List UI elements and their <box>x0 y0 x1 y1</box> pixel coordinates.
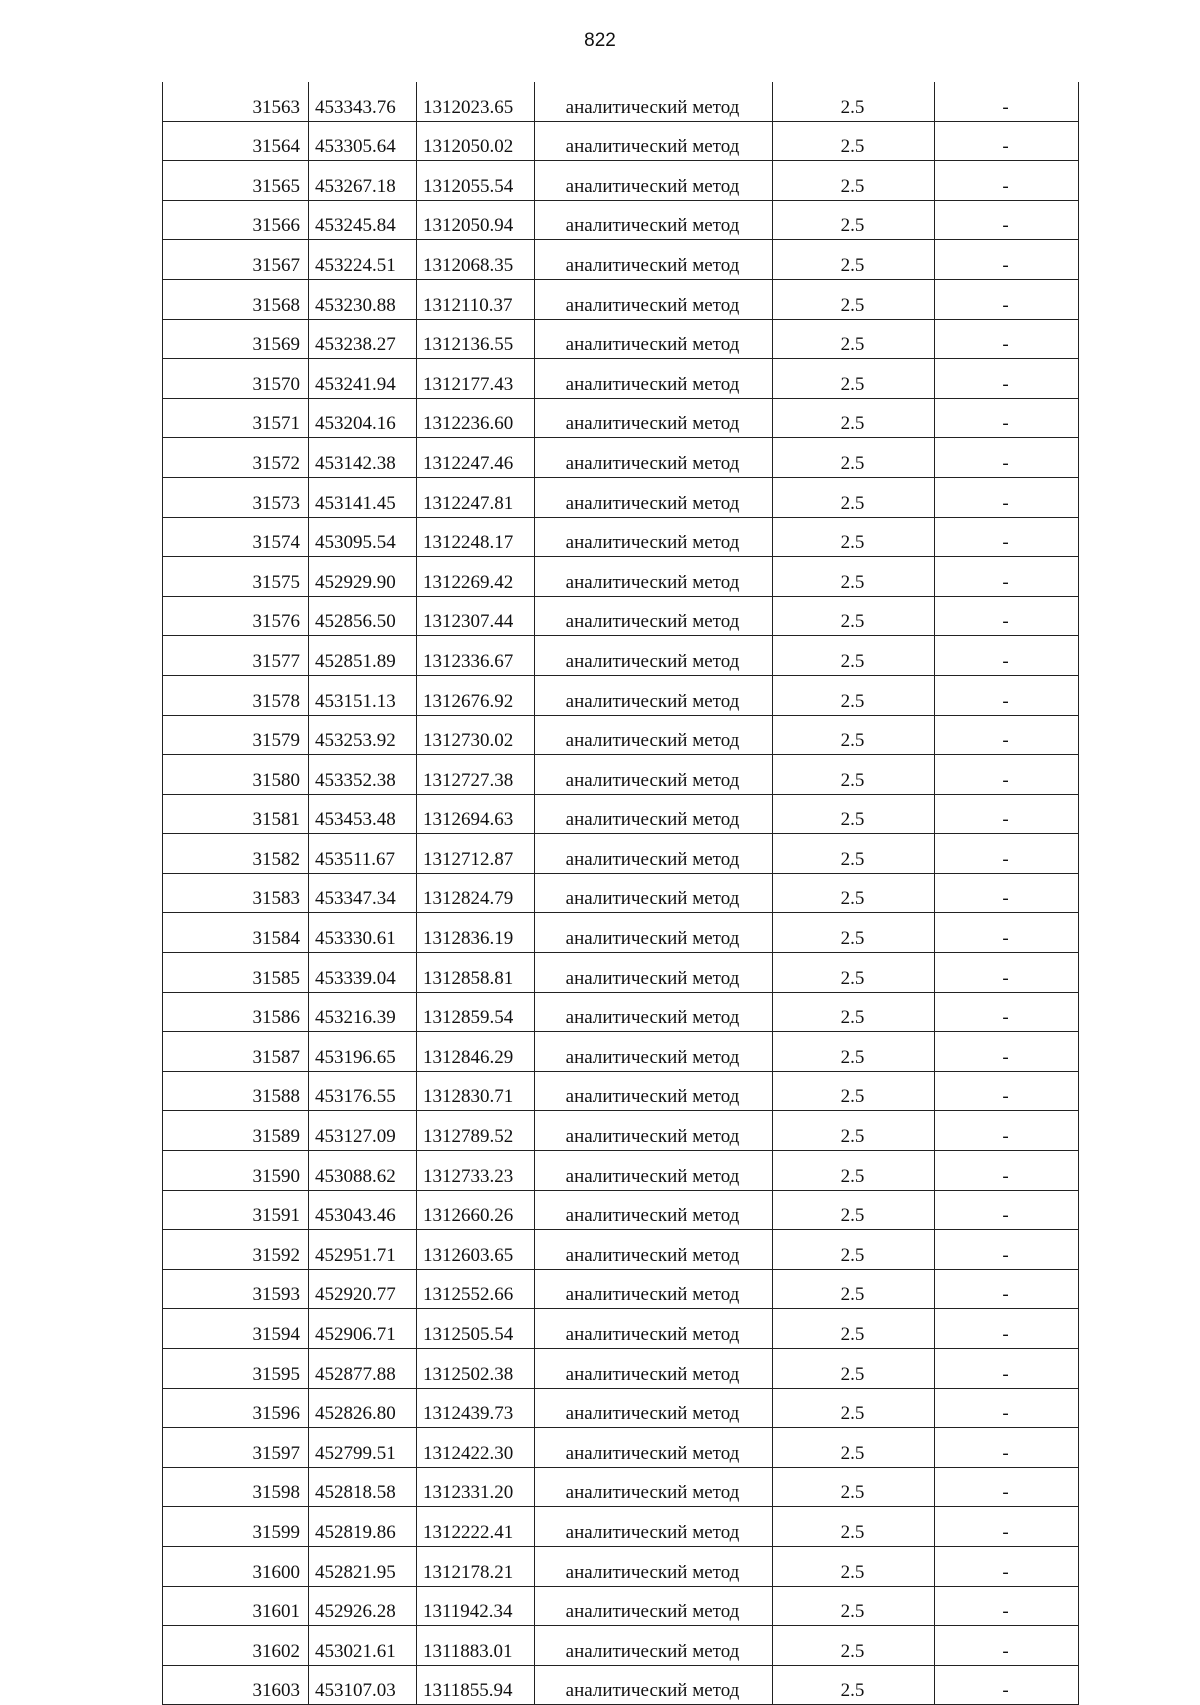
x-coordinate-cell: 452826.80 <box>309 1388 417 1428</box>
accuracy-cell: 2.5 <box>773 200 935 240</box>
coordinates-table-body <box>163 82 1079 1705</box>
accuracy-cell: 2.5 <box>773 1665 935 1705</box>
x-coordinate-cell: 453142.38 <box>309 438 417 478</box>
accuracy-cell: 2.5 <box>773 557 935 597</box>
accuracy-cell: 2.5 <box>773 161 935 201</box>
note-cell: - <box>935 121 1079 161</box>
point-number-cell: 31585 <box>163 953 309 993</box>
point-number-cell: 31599 <box>163 1507 309 1547</box>
note-cell: - <box>935 240 1079 280</box>
y-coordinate-cell: 1312110.37 <box>417 279 535 319</box>
point-number-cell: 31563 <box>163 82 309 121</box>
x-coordinate-cell: 453107.03 <box>309 1665 417 1705</box>
method-cell: аналитический метод <box>535 398 773 438</box>
y-coordinate-cell: 1312603.65 <box>417 1230 535 1270</box>
y-coordinate-cell: 1312552.66 <box>417 1269 535 1309</box>
table-row <box>163 992 1079 1032</box>
accuracy-cell: 2.5 <box>773 82 935 121</box>
method-cell: аналитический метод <box>535 1032 773 1072</box>
y-coordinate-cell: 1312023.65 <box>417 82 535 121</box>
y-coordinate-cell: 1312824.79 <box>417 873 535 913</box>
table-row <box>163 517 1079 557</box>
table-row <box>163 398 1079 438</box>
note-cell: - <box>935 1111 1079 1151</box>
point-number-cell: 31586 <box>163 992 309 1032</box>
method-cell: аналитический метод <box>535 913 773 953</box>
note-cell: - <box>935 1546 1079 1586</box>
x-coordinate-cell: 453453.48 <box>309 794 417 834</box>
x-coordinate-cell: 453043.46 <box>309 1190 417 1230</box>
accuracy-cell: 2.5 <box>773 873 935 913</box>
x-coordinate-cell: 452818.58 <box>309 1467 417 1507</box>
note-cell: - <box>935 200 1079 240</box>
accuracy-cell: 2.5 <box>773 992 935 1032</box>
y-coordinate-cell: 1312789.52 <box>417 1111 535 1151</box>
table-row <box>163 121 1079 161</box>
table-row <box>163 1665 1079 1705</box>
accuracy-cell: 2.5 <box>773 477 935 517</box>
x-coordinate-cell: 453176.55 <box>309 1071 417 1111</box>
method-cell: аналитический метод <box>535 1071 773 1111</box>
x-coordinate-cell: 453343.76 <box>309 82 417 121</box>
x-coordinate-cell: 453151.13 <box>309 675 417 715</box>
table-row <box>163 1190 1079 1230</box>
x-coordinate-cell: 452906.71 <box>309 1309 417 1349</box>
table-row <box>163 477 1079 517</box>
accuracy-cell: 2.5 <box>773 834 935 874</box>
method-cell: аналитический метод <box>535 82 773 121</box>
accuracy-cell: 2.5 <box>773 359 935 399</box>
accuracy-cell: 2.5 <box>773 319 935 359</box>
method-cell: аналитический метод <box>535 1507 773 1547</box>
note-cell: - <box>935 834 1079 874</box>
method-cell: аналитический метод <box>535 636 773 676</box>
accuracy-cell: 2.5 <box>773 1269 935 1309</box>
y-coordinate-cell: 1311883.01 <box>417 1626 535 1666</box>
accuracy-cell: 2.5 <box>773 1151 935 1191</box>
method-cell: аналитический метод <box>535 1151 773 1191</box>
y-coordinate-cell: 1312660.26 <box>417 1190 535 1230</box>
x-coordinate-cell: 453021.61 <box>309 1626 417 1666</box>
accuracy-cell: 2.5 <box>773 1111 935 1151</box>
table-row <box>163 913 1079 953</box>
y-coordinate-cell: 1312247.46 <box>417 438 535 478</box>
x-coordinate-cell: 452929.90 <box>309 557 417 597</box>
method-cell: аналитический метод <box>535 953 773 993</box>
note-cell: - <box>935 161 1079 201</box>
point-number-cell: 31592 <box>163 1230 309 1270</box>
page-number: 822 <box>584 30 616 51</box>
x-coordinate-cell: 452920.77 <box>309 1269 417 1309</box>
method-cell: аналитический метод <box>535 438 773 478</box>
x-coordinate-cell: 453339.04 <box>309 953 417 993</box>
y-coordinate-cell: 1312727.38 <box>417 755 535 795</box>
point-number-cell: 31597 <box>163 1428 309 1468</box>
point-number-cell: 31582 <box>163 834 309 874</box>
note-cell: - <box>935 1190 1079 1230</box>
point-number-cell: 31591 <box>163 1190 309 1230</box>
table-row <box>163 715 1079 755</box>
method-cell: аналитический метод <box>535 161 773 201</box>
point-number-cell: 31578 <box>163 675 309 715</box>
point-number-cell: 31587 <box>163 1032 309 1072</box>
table-row <box>163 279 1079 319</box>
table-row <box>163 1586 1079 1626</box>
point-number-cell: 31594 <box>163 1309 309 1349</box>
point-number-cell: 31589 <box>163 1111 309 1151</box>
x-coordinate-cell: 452821.95 <box>309 1546 417 1586</box>
point-number-cell: 31603 <box>163 1665 309 1705</box>
y-coordinate-cell: 1311942.34 <box>417 1586 535 1626</box>
note-cell: - <box>935 1586 1079 1626</box>
note-cell: - <box>935 1230 1079 1270</box>
method-cell: аналитический метод <box>535 873 773 913</box>
point-number-cell: 31573 <box>163 477 309 517</box>
x-coordinate-cell: 453347.34 <box>309 873 417 913</box>
y-coordinate-cell: 1312846.29 <box>417 1032 535 1072</box>
note-cell: - <box>935 596 1079 636</box>
note-cell: - <box>935 794 1079 834</box>
accuracy-cell: 2.5 <box>773 1349 935 1389</box>
note-cell: - <box>935 1269 1079 1309</box>
accuracy-cell: 2.5 <box>773 240 935 280</box>
note-cell: - <box>935 359 1079 399</box>
note-cell: - <box>935 1071 1079 1111</box>
y-coordinate-cell: 1312730.02 <box>417 715 535 755</box>
y-coordinate-cell: 1312858.81 <box>417 953 535 993</box>
accuracy-cell: 2.5 <box>773 1507 935 1547</box>
y-coordinate-cell: 1312836.19 <box>417 913 535 953</box>
y-coordinate-cell: 1312068.35 <box>417 240 535 280</box>
point-number-cell: 31570 <box>163 359 309 399</box>
method-cell: аналитический метод <box>535 517 773 557</box>
point-number-cell: 31566 <box>163 200 309 240</box>
table-row <box>163 1032 1079 1072</box>
table-row <box>163 636 1079 676</box>
method-cell: аналитический метод <box>535 1586 773 1626</box>
table-row <box>163 1546 1079 1586</box>
accuracy-cell: 2.5 <box>773 675 935 715</box>
method-cell: аналитический метод <box>535 1626 773 1666</box>
note-cell: - <box>935 477 1079 517</box>
y-coordinate-cell: 1312177.43 <box>417 359 535 399</box>
table-row <box>163 596 1079 636</box>
x-coordinate-cell: 453088.62 <box>309 1151 417 1191</box>
note-cell: - <box>935 517 1079 557</box>
y-coordinate-cell: 1311855.94 <box>417 1665 535 1705</box>
point-number-cell: 31598 <box>163 1467 309 1507</box>
point-number-cell: 31602 <box>163 1626 309 1666</box>
method-cell: аналитический метод <box>535 319 773 359</box>
x-coordinate-cell: 452951.71 <box>309 1230 417 1270</box>
note-cell: - <box>935 398 1079 438</box>
accuracy-cell: 2.5 <box>773 1428 935 1468</box>
accuracy-cell: 2.5 <box>773 438 935 478</box>
y-coordinate-cell: 1312055.54 <box>417 161 535 201</box>
method-cell: аналитический метод <box>535 1230 773 1270</box>
table-row <box>163 1269 1079 1309</box>
table-row <box>163 1230 1079 1270</box>
accuracy-cell: 2.5 <box>773 1546 935 1586</box>
accuracy-cell: 2.5 <box>773 1032 935 1072</box>
method-cell: аналитический метод <box>535 1388 773 1428</box>
accuracy-cell: 2.5 <box>773 1626 935 1666</box>
note-cell: - <box>935 992 1079 1032</box>
table-row <box>163 1467 1079 1507</box>
x-coordinate-cell: 453241.94 <box>309 359 417 399</box>
x-coordinate-cell: 453224.51 <box>309 240 417 280</box>
table-row <box>163 873 1079 913</box>
x-coordinate-cell: 453267.18 <box>309 161 417 201</box>
table-row <box>163 438 1079 478</box>
method-cell: аналитический метод <box>535 477 773 517</box>
point-number-cell: 31580 <box>163 755 309 795</box>
point-number-cell: 31581 <box>163 794 309 834</box>
y-coordinate-cell: 1312331.20 <box>417 1467 535 1507</box>
note-cell: - <box>935 1428 1079 1468</box>
method-cell: аналитический метод <box>535 359 773 399</box>
coordinates-table <box>162 82 1079 1705</box>
method-cell: аналитический метод <box>535 675 773 715</box>
point-number-cell: 31574 <box>163 517 309 557</box>
x-coordinate-cell: 452926.28 <box>309 1586 417 1626</box>
note-cell: - <box>935 82 1079 121</box>
x-coordinate-cell: 453305.64 <box>309 121 417 161</box>
x-coordinate-cell: 453238.27 <box>309 319 417 359</box>
point-number-cell: 31584 <box>163 913 309 953</box>
note-cell: - <box>935 1151 1079 1191</box>
method-cell: аналитический метод <box>535 1269 773 1309</box>
table-row <box>163 834 1079 874</box>
table-row <box>163 794 1079 834</box>
point-number-cell: 31577 <box>163 636 309 676</box>
y-coordinate-cell: 1312248.17 <box>417 517 535 557</box>
table-row <box>163 1349 1079 1389</box>
x-coordinate-cell: 453204.16 <box>309 398 417 438</box>
method-cell: аналитический метод <box>535 992 773 1032</box>
point-number-cell: 31576 <box>163 596 309 636</box>
x-coordinate-cell: 452851.89 <box>309 636 417 676</box>
method-cell: аналитический метод <box>535 834 773 874</box>
accuracy-cell: 2.5 <box>773 596 935 636</box>
table-row <box>163 1071 1079 1111</box>
method-cell: аналитический метод <box>535 1428 773 1468</box>
y-coordinate-cell: 1312236.60 <box>417 398 535 438</box>
x-coordinate-cell: 452799.51 <box>309 1428 417 1468</box>
method-cell: аналитический метод <box>535 1665 773 1705</box>
note-cell: - <box>935 953 1079 993</box>
note-cell: - <box>935 873 1079 913</box>
point-number-cell: 31572 <box>163 438 309 478</box>
table-row <box>163 82 1079 121</box>
x-coordinate-cell: 452819.86 <box>309 1507 417 1547</box>
method-cell: аналитический метод <box>535 240 773 280</box>
accuracy-cell: 2.5 <box>773 1309 935 1349</box>
accuracy-cell: 2.5 <box>773 121 935 161</box>
note-cell: - <box>935 1032 1079 1072</box>
point-number-cell: 31600 <box>163 1546 309 1586</box>
note-cell: - <box>935 438 1079 478</box>
table-row <box>163 1626 1079 1666</box>
method-cell: аналитический метод <box>535 715 773 755</box>
y-coordinate-cell: 1312307.44 <box>417 596 535 636</box>
accuracy-cell: 2.5 <box>773 1230 935 1270</box>
y-coordinate-cell: 1312439.73 <box>417 1388 535 1428</box>
y-coordinate-cell: 1312859.54 <box>417 992 535 1032</box>
note-cell: - <box>935 1349 1079 1389</box>
point-number-cell: 31567 <box>163 240 309 280</box>
point-number-cell: 31575 <box>163 557 309 597</box>
method-cell: аналитический метод <box>535 200 773 240</box>
y-coordinate-cell: 1312247.81 <box>417 477 535 517</box>
note-cell: - <box>935 1665 1079 1705</box>
accuracy-cell: 2.5 <box>773 1586 935 1626</box>
table-row <box>163 1388 1079 1428</box>
point-number-cell: 31595 <box>163 1349 309 1389</box>
y-coordinate-cell: 1312502.38 <box>417 1349 535 1389</box>
note-cell: - <box>935 675 1079 715</box>
table-row <box>163 319 1079 359</box>
point-number-cell: 31579 <box>163 715 309 755</box>
method-cell: аналитический метод <box>535 596 773 636</box>
point-number-cell: 31564 <box>163 121 309 161</box>
table-row <box>163 1507 1079 1547</box>
accuracy-cell: 2.5 <box>773 279 935 319</box>
method-cell: аналитический метод <box>535 557 773 597</box>
method-cell: аналитический метод <box>535 1309 773 1349</box>
point-number-cell: 31583 <box>163 873 309 913</box>
x-coordinate-cell: 453095.54 <box>309 517 417 557</box>
accuracy-cell: 2.5 <box>773 1071 935 1111</box>
y-coordinate-cell: 1312712.87 <box>417 834 535 874</box>
y-coordinate-cell: 1312336.67 <box>417 636 535 676</box>
note-cell: - <box>935 715 1079 755</box>
y-coordinate-cell: 1312178.21 <box>417 1546 535 1586</box>
point-number-cell: 31590 <box>163 1151 309 1191</box>
y-coordinate-cell: 1312269.42 <box>417 557 535 597</box>
accuracy-cell: 2.5 <box>773 517 935 557</box>
point-number-cell: 31565 <box>163 161 309 201</box>
x-coordinate-cell: 453127.09 <box>309 1111 417 1151</box>
table-row <box>163 161 1079 201</box>
note-cell: - <box>935 913 1079 953</box>
point-number-cell: 31571 <box>163 398 309 438</box>
accuracy-cell: 2.5 <box>773 398 935 438</box>
x-coordinate-cell: 453230.88 <box>309 279 417 319</box>
table-row <box>163 1151 1079 1191</box>
y-coordinate-cell: 1312694.63 <box>417 794 535 834</box>
y-coordinate-cell: 1312676.92 <box>417 675 535 715</box>
method-cell: аналитический метод <box>535 121 773 161</box>
point-number-cell: 31593 <box>163 1269 309 1309</box>
y-coordinate-cell: 1312830.71 <box>417 1071 535 1111</box>
x-coordinate-cell: 452856.50 <box>309 596 417 636</box>
x-coordinate-cell: 452877.88 <box>309 1349 417 1389</box>
y-coordinate-cell: 1312733.23 <box>417 1151 535 1191</box>
accuracy-cell: 2.5 <box>773 755 935 795</box>
accuracy-cell: 2.5 <box>773 913 935 953</box>
table-row <box>163 557 1079 597</box>
y-coordinate-cell: 1312050.02 <box>417 121 535 161</box>
y-coordinate-cell: 1312050.94 <box>417 200 535 240</box>
table-row <box>163 240 1079 280</box>
x-coordinate-cell: 453330.61 <box>309 913 417 953</box>
accuracy-cell: 2.5 <box>773 1190 935 1230</box>
accuracy-cell: 2.5 <box>773 1388 935 1428</box>
note-cell: - <box>935 1467 1079 1507</box>
method-cell: аналитический метод <box>535 279 773 319</box>
note-cell: - <box>935 319 1079 359</box>
y-coordinate-cell: 1312422.30 <box>417 1428 535 1468</box>
point-number-cell: 31588 <box>163 1071 309 1111</box>
note-cell: - <box>935 1388 1079 1428</box>
point-number-cell: 31568 <box>163 279 309 319</box>
accuracy-cell: 2.5 <box>773 953 935 993</box>
x-coordinate-cell: 453352.38 <box>309 755 417 795</box>
y-coordinate-cell: 1312222.41 <box>417 1507 535 1547</box>
note-cell: - <box>935 1309 1079 1349</box>
note-cell: - <box>935 1626 1079 1666</box>
note-cell: - <box>935 636 1079 676</box>
table-row <box>163 953 1079 993</box>
table-row <box>163 1428 1079 1468</box>
note-cell: - <box>935 755 1079 795</box>
note-cell: - <box>935 557 1079 597</box>
method-cell: аналитический метод <box>535 1546 773 1586</box>
point-number-cell: 31601 <box>163 1586 309 1626</box>
x-coordinate-cell: 453253.92 <box>309 715 417 755</box>
table-row <box>163 200 1079 240</box>
point-number-cell: 31569 <box>163 319 309 359</box>
accuracy-cell: 2.5 <box>773 794 935 834</box>
table-row <box>163 359 1079 399</box>
point-number-cell: 31596 <box>163 1388 309 1428</box>
table-row <box>163 1111 1079 1151</box>
accuracy-cell: 2.5 <box>773 715 935 755</box>
x-coordinate-cell: 453141.45 <box>309 477 417 517</box>
accuracy-cell: 2.5 <box>773 1467 935 1507</box>
method-cell: аналитический метод <box>535 1349 773 1389</box>
note-cell: - <box>935 1507 1079 1547</box>
table-row <box>163 1309 1079 1349</box>
method-cell: аналитический метод <box>535 1467 773 1507</box>
x-coordinate-cell: 453196.65 <box>309 1032 417 1072</box>
table-row <box>163 755 1079 795</box>
method-cell: аналитический метод <box>535 794 773 834</box>
method-cell: аналитический метод <box>535 1190 773 1230</box>
note-cell: - <box>935 279 1079 319</box>
method-cell: аналитический метод <box>535 1111 773 1151</box>
table-row <box>163 675 1079 715</box>
y-coordinate-cell: 1312505.54 <box>417 1309 535 1349</box>
accuracy-cell: 2.5 <box>773 636 935 676</box>
x-coordinate-cell: 453245.84 <box>309 200 417 240</box>
y-coordinate-cell: 1312136.55 <box>417 319 535 359</box>
x-coordinate-cell: 453511.67 <box>309 834 417 874</box>
method-cell: аналитический метод <box>535 755 773 795</box>
x-coordinate-cell: 453216.39 <box>309 992 417 1032</box>
